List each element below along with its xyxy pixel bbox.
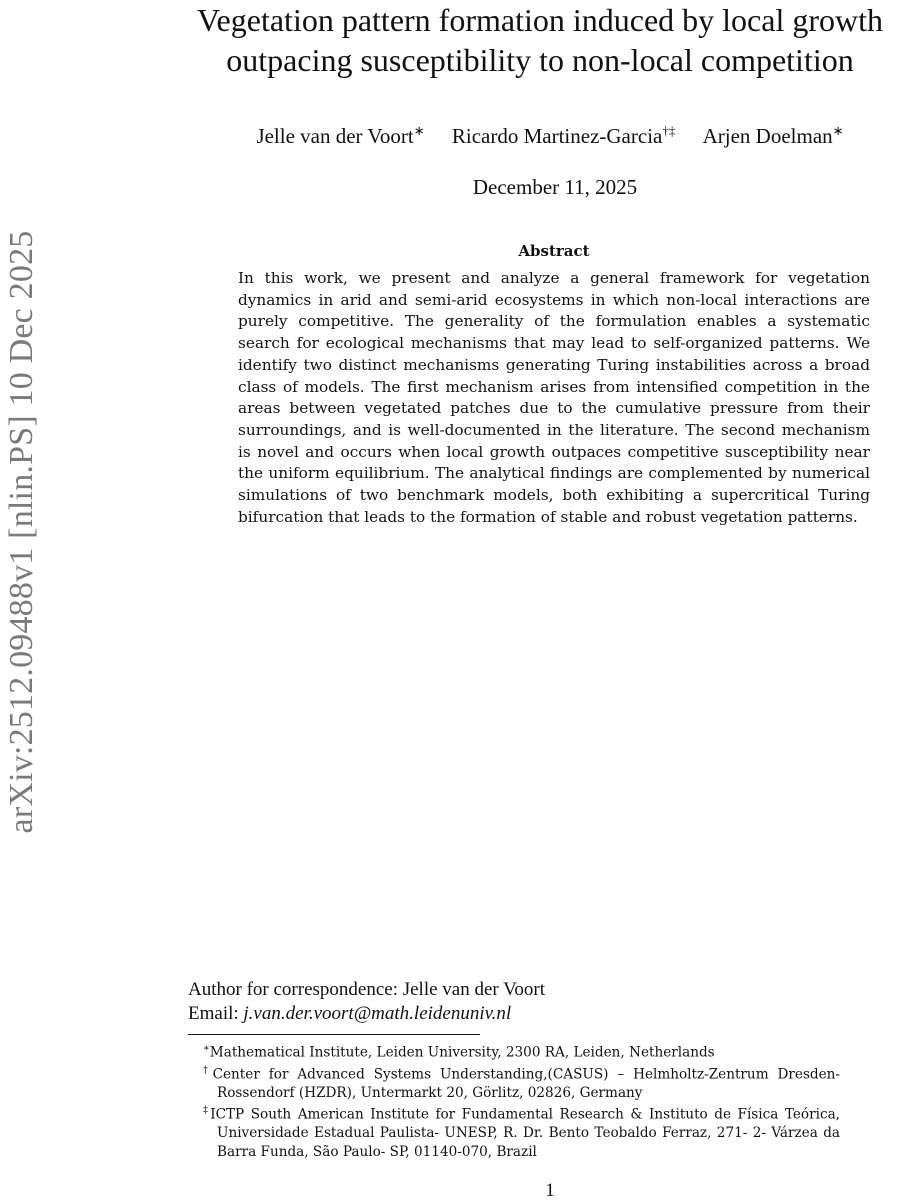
email-address: j.van.der.voort@math.leidenuniv.nl (243, 1003, 512, 1024)
title-line-2: outpacing susceptibility to non-local competition (226, 42, 854, 78)
author-affiliation-mark: ∗ (832, 123, 844, 138)
author-van-der-voort (256, 124, 424, 148)
footnote-text: Mathematical Institute, Leiden University, 2300 RA, Leiden, Netherlands (209, 1044, 715, 1061)
abstract-body: In this work, we present and analyze a general framework for vegetation dynamics in arid and semi-arid ecosystems in which non-local interactions are purely competitive. The generality of the formulation enables a systematic search for ecological mechanisms that may lead to self-organized patterns. We identify two distinct mechanisms generating Turing instabilities across a broad class of models. The first mechanism arises from intensified competition in the areas between vegetated patches due to the cumulative pressure from their surroundings, and is well-documented in the literature. The second mechanism is novel and occurs when local growth outpaces competitive susceptibility near the uniform equilibrium. The analytical findings are complemented by numerical simulations of two benchmark models, both exhibiting a supercritical Turing bifurcation that leads to the formation of stable and robust vegetation patterns. (238, 269, 870, 526)
paper-title (160, 0, 919, 80)
footnote-text: Center for Advanced Systems Understanding,(CASUS) – Helmholtz-Zentrum Dresden-Rossendorf (HZDR), Untermarkt 20, Görlitz, 02826, Germany (212, 1066, 841, 1101)
author-affiliation-mark: †‡ (662, 123, 676, 138)
correspondence-block (188, 978, 545, 1026)
footnote-leiden (203, 1040, 840, 1062)
correspondence-email-line (188, 1002, 545, 1026)
title-line-1: Vegetation pattern formation induced by local growth (196, 2, 883, 38)
email-label: Email: (188, 1003, 239, 1024)
footnote-mark: ∗ (203, 1043, 210, 1054)
arxiv-identifier-text: arXiv:2512.09488v1 [nlin.PS] 10 Dec 2025 (3, 230, 40, 834)
correspondence-author: Author for correspondence: Jelle van der Voort (188, 979, 546, 1000)
author-martinez-garcia (452, 124, 675, 148)
footnote-text: ICTP South American Institute for Fundamental Research & Instituto de Física Teórica, Universidade Estadual Paulista- UNESP, R. Dr. Bento Teobaldo Ferraz, 271- 2- Várzea da Barra Funda, São Paulo- SP, 01140-070, Brazil (210, 1106, 840, 1160)
author-name: Jelle van der Voort (256, 124, 414, 148)
author-list (200, 118, 900, 149)
footnote-ictp-saifr (203, 1102, 840, 1161)
affiliation-footnotes (203, 1040, 840, 1161)
footnote-casus (203, 1062, 840, 1102)
footnote-mark: ‡ (203, 1105, 211, 1117)
page-number: 1 (545, 1180, 555, 1201)
author-name: Ricardo Martinez-Garcia (451, 124, 663, 148)
author-doelman (703, 124, 844, 148)
publication-date: December 11, 2025 (472, 175, 638, 199)
footnote-divider (188, 1034, 480, 1035)
abstract-heading: Abstract (518, 242, 590, 260)
footnote-mark: † (203, 1064, 213, 1076)
author-name: Arjen Doelman (702, 124, 833, 148)
author-affiliation-mark: ∗ (413, 123, 425, 138)
